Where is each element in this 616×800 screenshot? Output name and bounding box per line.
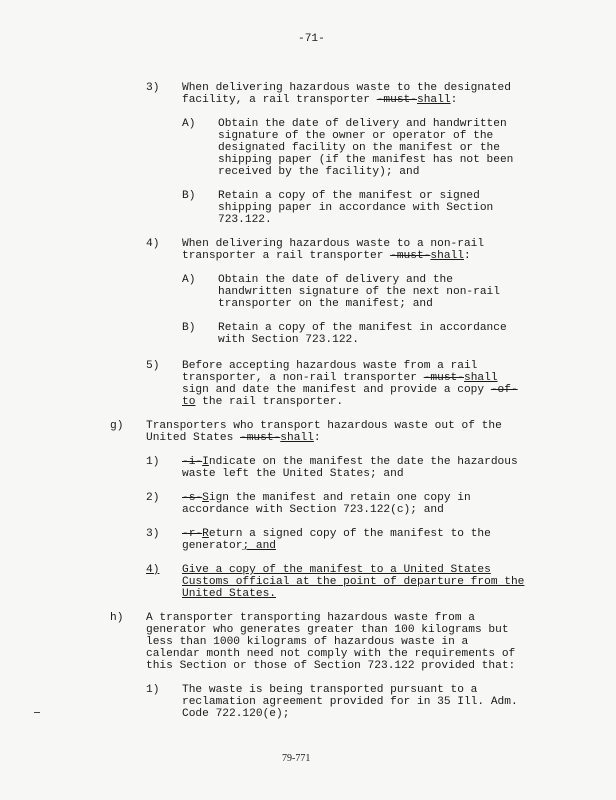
page-number: -71- [298,33,325,45]
struck-text: -r- [182,528,203,540]
struck-text: -must- [240,432,281,444]
added-text: ; and [242,540,277,552]
paragraph-line: shipping paper in accordance with Section [218,202,494,214]
added-text: shall [464,372,498,384]
added-text: shall [280,432,314,444]
subitem-label: A) [182,274,196,286]
paragraph-line: sign and date the manifest and provide a copy -of- [182,384,518,396]
paragraph-line: Obtain the date of delivery and handwritten [218,118,507,130]
paragraph-line: -i-Indicate on the manifest the date the hazardous [182,456,518,468]
subitem-label: B) [182,322,196,334]
paragraph-line: The waste is being transported pursuant to a [182,684,478,696]
paragraph-line: Customs official at the point of departure from the [182,576,525,588]
item-label: 1) [146,456,160,468]
paragraph-line: When delivering hazardous waste to the designated [182,82,511,94]
paragraph-line: Code 722.120(e); [182,708,290,720]
paragraph-line: 723.122. [218,214,272,226]
struck-text: -i- [182,456,203,468]
paragraph-line: signature of the owner or operator of the [218,130,494,142]
paragraph-line: designated facility on the manifest or the [218,142,500,154]
paragraph-line: reclamation agreement provided for in 35 Ill. Adm. [182,696,518,708]
paragraph-line: Obtain the date of delivery and the [218,274,453,286]
paragraph-line: handwritten signature of the next non-rail [218,286,500,298]
subitem-label: B) [182,190,196,202]
paragraph-line: accordance with Section 723.122(c); and [182,504,444,516]
paragraph-line: calendar month need not comply with the requirements of [146,648,516,660]
paragraph-line: with Section 723.122. [218,334,359,346]
paragraph-line: Give a copy of the manifest to a United States [182,564,491,576]
paragraph-line: Transporters who transport hazardous waste out of the [146,420,502,432]
paragraph-line: facility, a rail transporter -must-shall: [182,94,458,106]
struck-text: -must- [423,372,464,384]
paragraph-line: United States -must-shall: [146,432,321,444]
added-text: shall [417,94,451,106]
paragraph-line: A transporter transporting hazardous waste from a [146,612,475,624]
item-label: 4) [146,564,160,576]
paragraph-line: United States. [182,588,276,600]
item-label: 3) [146,82,160,94]
paragraph-line: shipping paper (if the manifest has not been [218,154,514,166]
paragraph-line: Before accepting hazardous waste from a rail [182,360,478,372]
added-text: I [202,456,209,468]
paragraph-line: Retain a copy of the manifest in accordance [218,322,507,334]
item-label: 5) [146,360,160,372]
item-label: 4) [146,238,160,250]
paragraph-line: less than 1000 kilograms of hazardous waste in a [146,636,469,648]
added-text: S [202,492,209,504]
item-label: 1) [146,684,160,696]
paragraph-line: received by the facility); and [218,166,420,178]
section-label: h) [110,612,124,624]
paragraph-line: to the rail transporter. [182,396,344,408]
paragraph-line: -s-Sign the manifest and retain one copy in [182,492,471,504]
paragraph-line: transporter a rail transporter -must-shall: [182,250,471,262]
section-label: g) [110,420,124,432]
paragraph-line: this Section or those of Section 723.122 provided that: [146,660,516,672]
struck-text: -must- [390,250,431,262]
item-label: 2) [146,492,160,504]
struck-text: -must- [376,94,417,106]
paragraph-line: generator who generates greater than 100 kilograms but [146,624,509,636]
subitem-label: A) [182,118,196,130]
added-text: to [182,396,196,408]
struck-text: -s- [182,492,203,504]
page-footer: 79-771 [282,753,311,764]
paragraph-line: waste left the United States; and [182,468,404,480]
item-label: 3) [146,528,160,540]
paragraph-line: When delivering hazardous waste to a non-rail [182,238,485,250]
added-text: R [202,528,209,540]
margin-mark [34,712,40,713]
paragraph-line: transporter on the manifest; and [218,298,433,310]
struck-text: -of- [490,384,518,396]
added-text: shall [430,250,464,262]
paragraph-line: generator; and [182,540,277,552]
paragraph-line: transporter, a non-rail transporter -must-shall [182,372,498,384]
paragraph-line: -r-Return a signed copy of the manifest to the [182,528,491,540]
paragraph-line: Retain a copy of the manifest or signed [218,190,480,202]
